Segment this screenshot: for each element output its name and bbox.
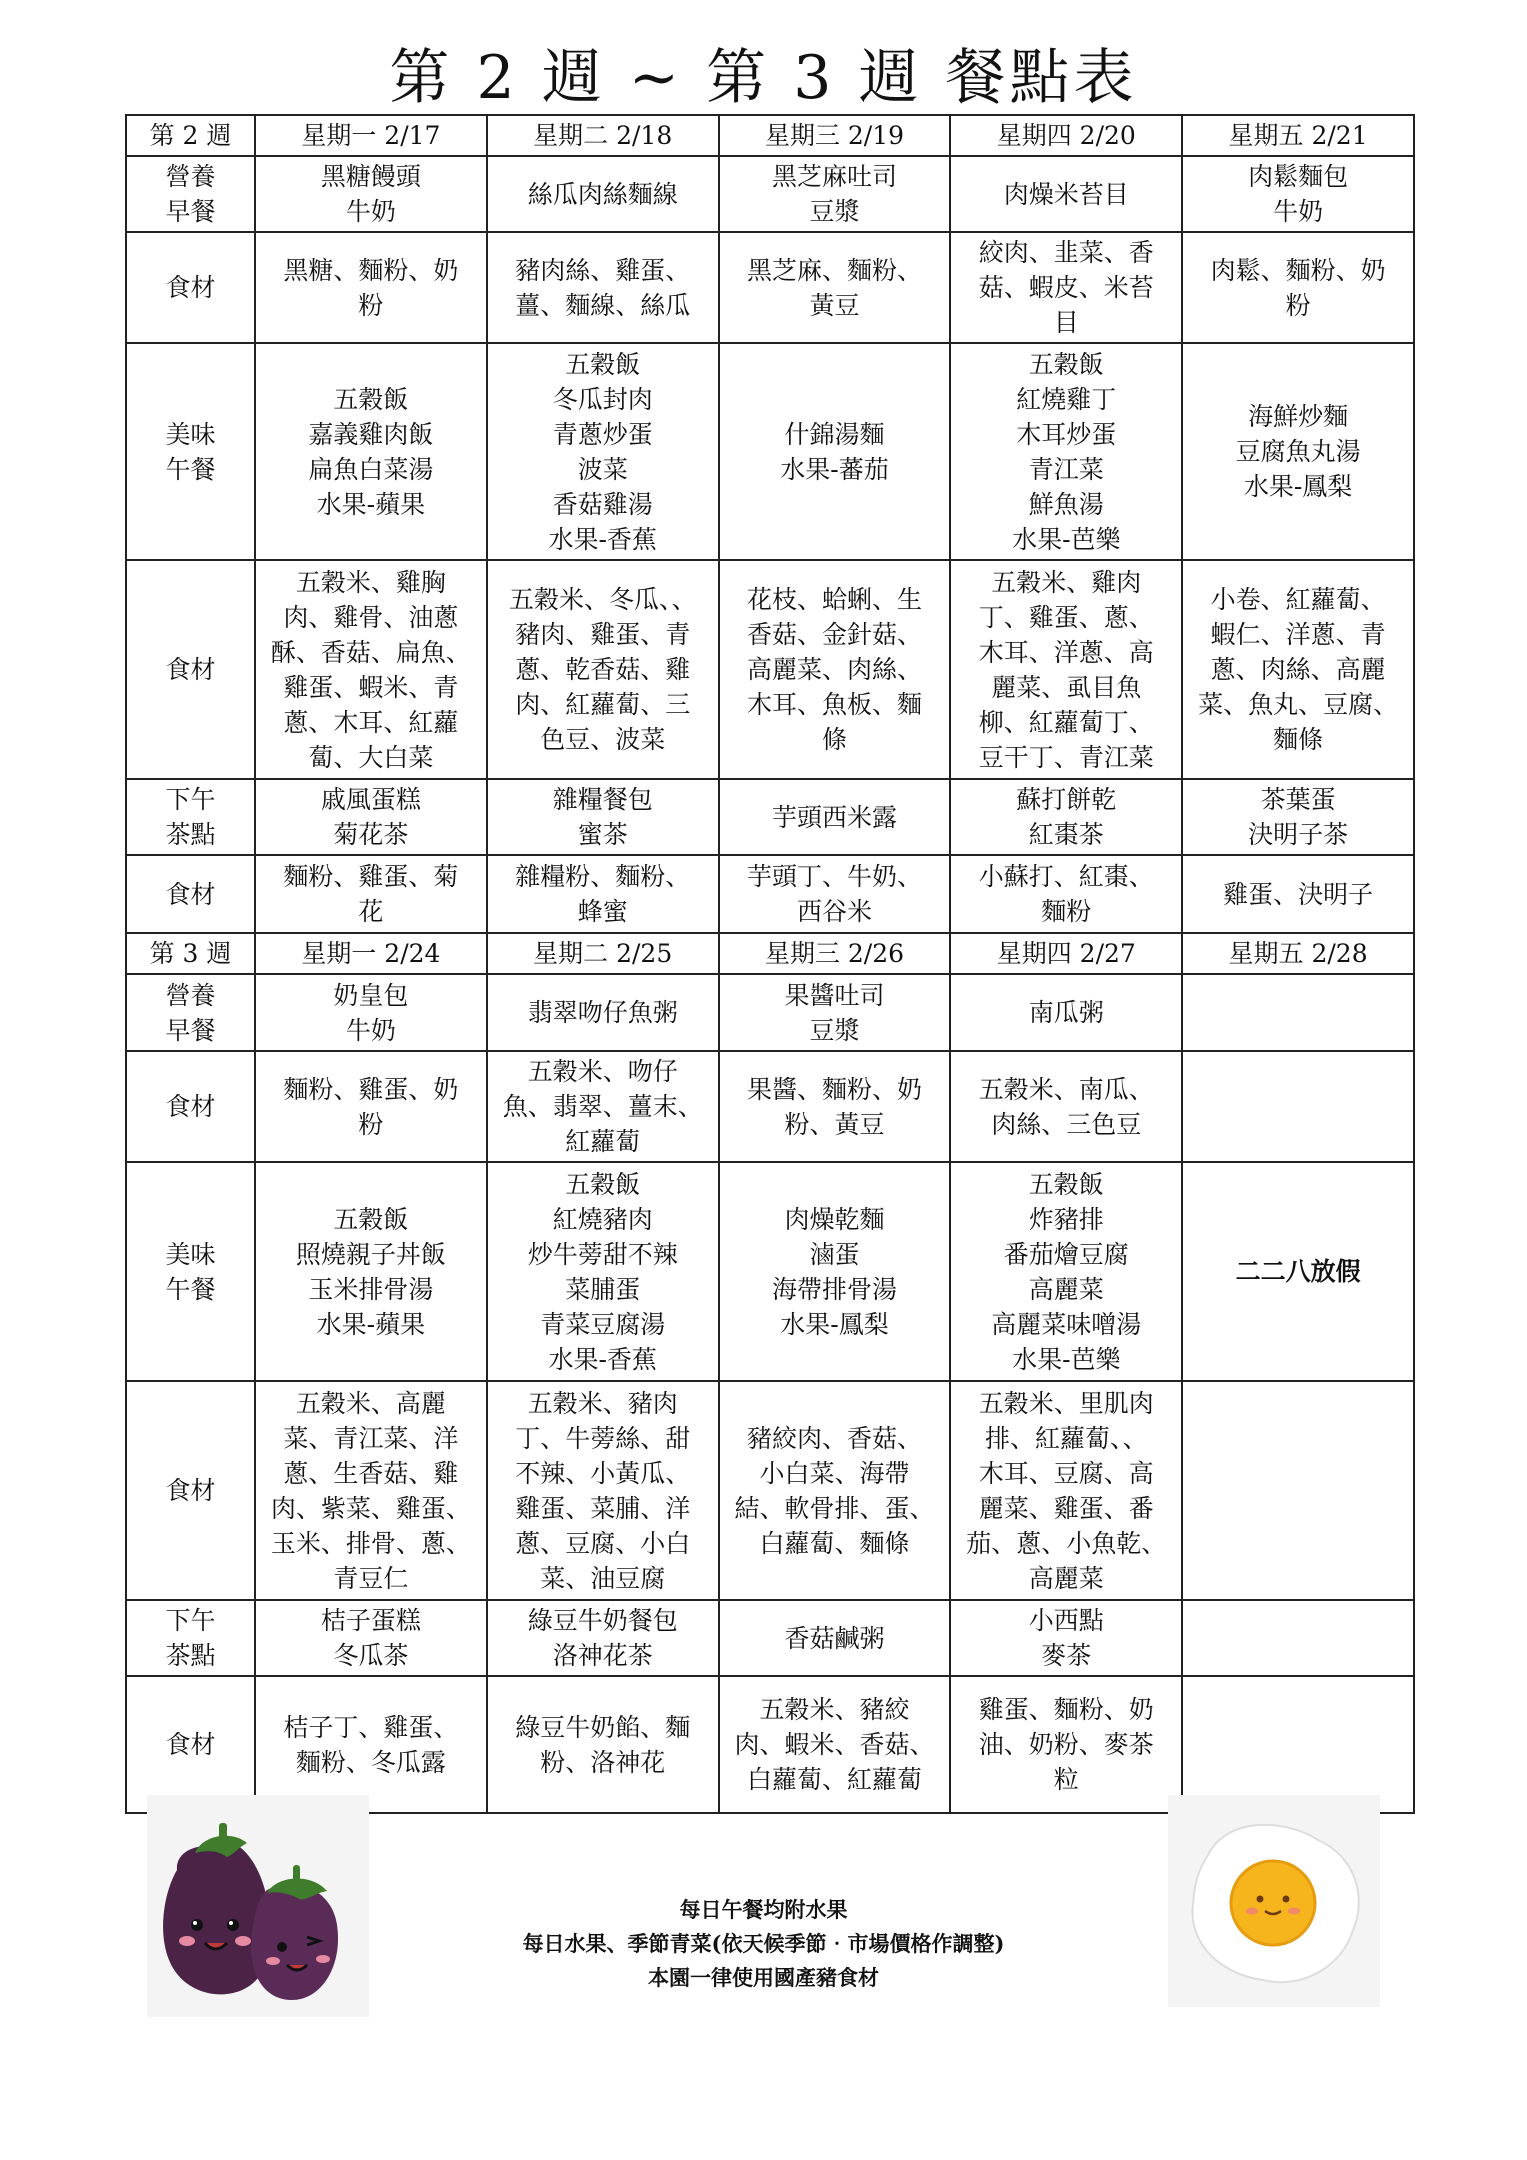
cell-line: 雞蛋、決明子 bbox=[1223, 879, 1374, 909]
meal-row bbox=[126, 1051, 1414, 1162]
row-label bbox=[126, 232, 255, 343]
cell-line: 肉鬆、麵粉、奶 bbox=[1210, 255, 1386, 285]
row-label bbox=[126, 855, 255, 933]
cell-line: 香菇、金針菇、 bbox=[746, 620, 922, 649]
cell-line: 冬瓜茶 bbox=[333, 1641, 409, 1670]
meal-cell bbox=[719, 232, 951, 343]
cell-line: 豬絞肉、香菇、 bbox=[746, 1423, 922, 1453]
cell-line: 肉、紫菜、雞蛋、 bbox=[270, 1493, 471, 1523]
meal-cell bbox=[719, 343, 951, 560]
cell-line: 牛奶 bbox=[345, 1015, 396, 1045]
cell-line: 芋頭西米露 bbox=[771, 802, 897, 832]
cell-line: 茶點 bbox=[165, 820, 216, 849]
cell-line: 五穀飯 bbox=[333, 384, 409, 414]
cell-line: 粉 bbox=[358, 290, 384, 320]
cell-line: 芋頭丁、牛奶、 bbox=[746, 862, 922, 891]
row-label bbox=[126, 1676, 255, 1813]
cell-line: 水果-蘋果 bbox=[316, 489, 426, 519]
cell-line: 豆腐魚丸湯 bbox=[1235, 437, 1361, 466]
cell-line: 花枝、蛤蜊、生 bbox=[746, 585, 922, 614]
cell-line: 粉 bbox=[1285, 290, 1311, 320]
cell-line: 營養 bbox=[165, 162, 216, 191]
row-label bbox=[126, 1600, 255, 1676]
cell-line: 粉、黃豆 bbox=[784, 1109, 885, 1139]
meal-row bbox=[126, 974, 1414, 1051]
meal-cell bbox=[950, 156, 1182, 232]
cell-line: 炒牛蒡甜不辣 bbox=[527, 1239, 678, 1269]
cell-line: 西谷米 bbox=[796, 897, 872, 926]
cell-line: 絞肉、韭菜、香 bbox=[978, 238, 1154, 267]
cell-line: 黃豆 bbox=[809, 290, 860, 320]
cell-line: 鮮魚湯 bbox=[1028, 489, 1104, 519]
cell-line: 豆干丁、青江菜 bbox=[978, 742, 1154, 772]
meal-cell bbox=[487, 974, 719, 1051]
week-label: 第 2 週 bbox=[126, 115, 255, 156]
cell-line: 早餐 bbox=[165, 197, 216, 226]
meal-cell bbox=[487, 156, 719, 232]
meal-cell bbox=[487, 1676, 719, 1813]
cell-line: 丁、牛蒡絲、甜 bbox=[515, 1423, 691, 1453]
cell-line: 麵粉、雞蛋、奶 bbox=[283, 1074, 459, 1104]
cell-line: 菜、青江菜、洋 bbox=[283, 1423, 459, 1453]
cell-line: 雞蛋、蝦米、青 bbox=[283, 672, 459, 702]
week-header-row bbox=[126, 933, 1414, 974]
cell-line: 食材 bbox=[165, 1476, 216, 1505]
cell-line: 五穀米、里肌肉 bbox=[978, 1388, 1154, 1418]
cell-line: 照燒親子丼飯 bbox=[295, 1239, 446, 1269]
cell-line: 五穀米、雞肉 bbox=[991, 567, 1142, 597]
cell-line: 牛奶 bbox=[1273, 197, 1324, 226]
cell-line: 水果-鳳梨 bbox=[1243, 472, 1353, 501]
cell-line: 嘉義雞肉飯 bbox=[308, 419, 434, 449]
cell-line: 高麗菜 bbox=[1028, 1274, 1104, 1304]
cell-line: 戚風蛋糕 bbox=[320, 785, 421, 814]
meal-cell bbox=[255, 1162, 487, 1381]
meal-cell bbox=[255, 1600, 487, 1676]
row-label bbox=[126, 974, 255, 1051]
cell-line: 黑芝麻吐司 bbox=[771, 162, 897, 191]
cell-line: 香菇鹹粥 bbox=[784, 1623, 885, 1653]
day-header: 星期一 2/17 bbox=[255, 115, 487, 156]
meal-row bbox=[126, 1600, 1414, 1676]
cell-line: 花 bbox=[358, 897, 384, 926]
cell-line: 色豆、波菜 bbox=[540, 725, 666, 754]
cell-line: 奶皇包 bbox=[333, 980, 409, 1010]
cell-line: 果醬、麵粉、奶 bbox=[746, 1074, 922, 1104]
cell-line: 丁、雞蛋、蔥、 bbox=[978, 602, 1154, 632]
cell-line: 麥茶 bbox=[1041, 1641, 1092, 1670]
cell-line: 黑糖、麵粉、奶 bbox=[283, 255, 459, 285]
cell-line: 水果-蕃茄 bbox=[780, 454, 889, 484]
cell-line: 黑芝麻、麵粉、 bbox=[746, 255, 922, 285]
cell-line: 麵粉 bbox=[1041, 897, 1092, 926]
cell-line: 肉、紅蘿蔔、三 bbox=[515, 690, 691, 719]
cell-line: 黑糖饅頭 bbox=[320, 162, 421, 191]
cell-line: 雞蛋、麵粉、奶 bbox=[978, 1695, 1154, 1724]
meal-cell bbox=[1182, 779, 1414, 855]
cell-line: 紅棗茶 bbox=[1028, 820, 1104, 849]
cell-line: 午餐 bbox=[165, 1274, 216, 1304]
cell-line: 青菜豆腐湯 bbox=[540, 1309, 666, 1339]
cell-line: 紅燒豬肉 bbox=[552, 1204, 653, 1234]
cell-line: 肉、雞骨、油蔥 bbox=[283, 602, 459, 632]
meal-cell bbox=[255, 855, 487, 933]
cell-line: 五穀米、雞胸 bbox=[295, 567, 446, 597]
cell-line: 五穀米、吻仔 bbox=[527, 1057, 678, 1086]
cell-line: 絲瓜肉絲麵線 bbox=[527, 179, 678, 209]
meal-cell bbox=[1182, 156, 1414, 232]
cell-line: 下午 bbox=[165, 1606, 216, 1635]
cell-line: 結、軟骨排、蛋、 bbox=[734, 1493, 935, 1523]
footer-note: 每日午餐均附水果 bbox=[679, 1897, 848, 1922]
cell-line: 肉絲、三色豆 bbox=[991, 1109, 1142, 1139]
cell-line: 蔥、木耳、紅蘿 bbox=[283, 707, 459, 737]
cell-line: 小蘇打、紅棗、 bbox=[978, 862, 1154, 891]
cell-line: 食材 bbox=[165, 879, 216, 909]
cell-line: 二二八放假 bbox=[1235, 1257, 1361, 1286]
cell-line: 蔔、大白菜 bbox=[308, 742, 434, 772]
meal-cell bbox=[719, 855, 951, 933]
cell-line: 美味 bbox=[165, 419, 216, 449]
meal-cell bbox=[255, 1381, 487, 1600]
cell-line: 麵粉、雞蛋、菊 bbox=[283, 862, 459, 891]
meal-cell bbox=[950, 855, 1182, 933]
cell-line: 五穀米、豬肉 bbox=[527, 1388, 678, 1418]
cell-line: 五穀米、豬絞 bbox=[759, 1695, 910, 1724]
meal-cell bbox=[255, 560, 487, 779]
cell-line: 粉、洛神花 bbox=[540, 1747, 666, 1777]
cell-line: 玉米排骨湯 bbox=[308, 1274, 434, 1304]
cell-line: 滷蛋 bbox=[809, 1239, 860, 1269]
footer-note: 本園一律使用國產豬食材 bbox=[648, 1965, 879, 1990]
cell-line: 蝦仁、洋蔥、青 bbox=[1210, 620, 1386, 649]
cell-line: 粒 bbox=[1053, 1765, 1079, 1794]
meal-cell bbox=[950, 343, 1182, 560]
meal-cell bbox=[255, 343, 487, 560]
cell-line: 麵粉、冬瓜露 bbox=[295, 1747, 446, 1777]
meal-cell bbox=[1182, 974, 1414, 1051]
cell-line: 翡翠吻仔魚粥 bbox=[527, 998, 678, 1027]
cell-line: 麵條 bbox=[1273, 725, 1324, 754]
cell-line: 柳、紅蘿蔔丁、 bbox=[978, 707, 1154, 737]
cell-line: 水果-鳳梨 bbox=[780, 1309, 889, 1339]
cell-line: 水果-芭樂 bbox=[1012, 524, 1121, 554]
meal-cell bbox=[950, 779, 1182, 855]
cell-line: 豬肉絲、雞蛋、 bbox=[515, 255, 691, 285]
day-header: 星期一 2/24 bbox=[255, 933, 487, 974]
meal-cell bbox=[255, 974, 487, 1051]
cell-line: 肉燥乾麵 bbox=[784, 1204, 885, 1234]
meal-cell bbox=[487, 779, 719, 855]
meal-cell bbox=[1182, 1162, 1414, 1381]
cell-line: 香菇雞湯 bbox=[552, 489, 653, 519]
meal-cell bbox=[487, 1162, 719, 1381]
cell-line: 小卷、紅蘿蔔、 bbox=[1210, 585, 1386, 614]
meal-cell bbox=[255, 1051, 487, 1162]
cell-line: 肉鬆麵包 bbox=[1248, 162, 1349, 191]
meal-cell bbox=[719, 1600, 951, 1676]
cell-line: 蔥、豆腐、小白 bbox=[515, 1528, 691, 1558]
meal-cell bbox=[950, 1600, 1182, 1676]
cell-line: 蔥、乾香菇、雞 bbox=[515, 655, 691, 684]
meal-row bbox=[126, 156, 1414, 232]
cell-line: 食材 bbox=[165, 273, 216, 302]
cell-line: 番茄燴豆腐 bbox=[1003, 1239, 1129, 1269]
cell-line: 水果-芭樂 bbox=[1012, 1344, 1121, 1374]
cell-line: 小白菜、海帶 bbox=[759, 1458, 910, 1488]
cell-line: 五穀米、高麗 bbox=[295, 1388, 446, 1418]
cell-line: 玉米、排骨、蔥、 bbox=[270, 1528, 471, 1558]
cell-line: 蔥、肉絲、高麗 bbox=[1210, 655, 1386, 684]
cell-line: 食材 bbox=[165, 1730, 216, 1759]
cell-line: 青蔥炒蛋 bbox=[552, 419, 653, 449]
cell-line: 木耳、洋蔥、高 bbox=[978, 637, 1154, 667]
meal-cell bbox=[487, 1051, 719, 1162]
cell-line: 白蘿蔔、紅蘿蔔 bbox=[746, 1765, 922, 1794]
meal-cell bbox=[950, 974, 1182, 1051]
day-header: 星期五 2/28 bbox=[1182, 933, 1414, 974]
meal-schedule-table bbox=[125, 114, 1415, 1814]
cell-line: 菇、蝦皮、米苔 bbox=[978, 273, 1154, 302]
cell-line: 木耳、魚板、麵 bbox=[746, 690, 922, 719]
day-header: 星期四 2/27 bbox=[950, 933, 1182, 974]
cell-line: 菜、油豆腐 bbox=[540, 1563, 666, 1593]
meal-cell bbox=[950, 1676, 1182, 1813]
cell-line: 麗菜、虱目魚 bbox=[991, 672, 1142, 702]
meal-cell bbox=[1182, 1381, 1414, 1600]
meal-row bbox=[126, 1676, 1414, 1813]
meal-row bbox=[126, 560, 1414, 779]
cell-line: 茶葉蛋 bbox=[1260, 785, 1336, 814]
cell-line: 綠豆牛奶餐包 bbox=[527, 1606, 678, 1635]
cell-line: 木耳炒蛋 bbox=[1016, 419, 1117, 449]
cell-line: 排、紅蘿蔔、、 bbox=[985, 1423, 1148, 1453]
cell-line: 雞蛋、菜脯、洋 bbox=[515, 1493, 691, 1523]
meal-row bbox=[126, 1381, 1414, 1600]
cell-line: 五穀飯 bbox=[565, 349, 641, 379]
week-header-row bbox=[126, 115, 1414, 156]
cell-line: 五穀飯 bbox=[1028, 1169, 1104, 1199]
cell-line: 魚、翡翠、薑末、 bbox=[502, 1092, 703, 1121]
cell-line: 條 bbox=[821, 725, 847, 754]
meal-cell bbox=[719, 974, 951, 1051]
cell-line: 雜糧粉、麵粉、 bbox=[515, 862, 691, 891]
day-header: 星期二 2/25 bbox=[487, 933, 719, 974]
meal-cell bbox=[719, 156, 951, 232]
meal-cell bbox=[950, 560, 1182, 779]
meal-cell bbox=[487, 855, 719, 933]
page-title: 第 2 週 ~ 第 3 週 餐點表 bbox=[389, 43, 1138, 113]
cell-line: 蘇打餅乾 bbox=[1016, 785, 1117, 814]
cell-line: 青豆仁 bbox=[333, 1563, 409, 1593]
meal-cell bbox=[1182, 343, 1414, 560]
meal-cell bbox=[487, 1381, 719, 1600]
cell-line: 牛奶 bbox=[345, 197, 396, 226]
meal-cell bbox=[255, 232, 487, 343]
meal-cell bbox=[719, 560, 951, 779]
cell-line: 炸豬排 bbox=[1028, 1204, 1104, 1234]
cell-line: 酥、香菇、扁魚、 bbox=[270, 637, 471, 667]
cell-line: 美味 bbox=[165, 1239, 216, 1269]
cell-line: 菜、魚丸、豆腐、 bbox=[1198, 690, 1399, 719]
cell-line: 紅燒雞丁 bbox=[1016, 384, 1117, 414]
cell-line: 扁魚白菜湯 bbox=[308, 454, 434, 484]
meal-cell bbox=[719, 779, 951, 855]
cell-line: 桔子丁、雞蛋、 bbox=[283, 1712, 459, 1742]
meal-row bbox=[126, 1162, 1414, 1381]
footer-notes bbox=[0, 1893, 1527, 1995]
meal-cell bbox=[950, 1381, 1182, 1600]
meal-cell bbox=[487, 560, 719, 779]
cell-line: 豆漿 bbox=[809, 1015, 860, 1045]
meal-cell bbox=[1182, 855, 1414, 933]
cell-line: 什錦湯麵 bbox=[784, 419, 885, 449]
meal-row bbox=[126, 855, 1414, 933]
footer-note: 每日水果、季節青菜(依天候季節‧市場價格作調整) bbox=[522, 1931, 1005, 1956]
cell-line: 水果-香蕉 bbox=[548, 1344, 657, 1374]
meal-cell bbox=[719, 1051, 951, 1162]
cell-line: 營養 bbox=[165, 980, 216, 1010]
meal-cell bbox=[950, 1051, 1182, 1162]
cell-line: 綠豆牛奶餡、麵 bbox=[515, 1712, 691, 1742]
cell-line: 油、奶粉、麥茶 bbox=[978, 1730, 1154, 1759]
cell-line: 早餐 bbox=[165, 1015, 216, 1045]
meal-cell bbox=[719, 1162, 951, 1381]
cell-line: 豬肉、雞蛋、青 bbox=[515, 620, 691, 649]
cell-line: 海鮮炒麵 bbox=[1248, 402, 1349, 431]
meal-cell bbox=[950, 1162, 1182, 1381]
cell-line: 冬瓜封肉 bbox=[552, 384, 653, 414]
cell-line: 茄、蔥、小魚乾、 bbox=[966, 1528, 1167, 1558]
cell-line: 桔子蛋糕 bbox=[320, 1606, 421, 1635]
row-label bbox=[126, 156, 255, 232]
cell-line: 薑、麵線、絲瓜 bbox=[515, 290, 691, 320]
row-label bbox=[126, 1381, 255, 1600]
meal-cell bbox=[1182, 232, 1414, 343]
meal-cell bbox=[487, 232, 719, 343]
cell-line: 波菜 bbox=[577, 454, 628, 484]
cell-line: 五穀米、南瓜、 bbox=[978, 1074, 1154, 1104]
meal-row bbox=[126, 343, 1414, 560]
cell-line: 肉燥米苔目 bbox=[1003, 179, 1129, 209]
cell-line: 水果-香蕉 bbox=[548, 524, 657, 554]
cell-line: 高麗菜 bbox=[1028, 1563, 1104, 1593]
day-header: 星期三 2/26 bbox=[719, 933, 951, 974]
meal-cell bbox=[1182, 1676, 1414, 1813]
cell-line: 蜜茶 bbox=[577, 820, 628, 849]
meal-cell bbox=[950, 232, 1182, 343]
week-label: 第 3 週 bbox=[126, 933, 255, 974]
cell-line: 豆漿 bbox=[809, 197, 860, 226]
cell-line: 五穀飯 bbox=[1028, 349, 1104, 379]
cell-line: 不辣、小黃瓜、 bbox=[515, 1458, 691, 1488]
cell-line: 高麗菜、肉絲、 bbox=[746, 655, 922, 684]
cell-line: 決明子茶 bbox=[1248, 820, 1349, 849]
meal-cell bbox=[1182, 1051, 1414, 1162]
cell-line: 下午 bbox=[165, 785, 216, 814]
row-label bbox=[126, 560, 255, 779]
cell-line: 菊花茶 bbox=[333, 820, 409, 849]
cell-line: 五穀米、冬瓜、、 bbox=[508, 585, 697, 614]
day-header: 星期三 2/19 bbox=[719, 115, 951, 156]
cell-line: 肉、蝦米、香菇、 bbox=[734, 1730, 935, 1759]
cell-line: 蜂蜜 bbox=[577, 897, 628, 926]
cell-line: 紅蘿蔔 bbox=[565, 1127, 641, 1156]
cell-line: 果醬吐司 bbox=[784, 980, 885, 1010]
cell-line: 洛神花茶 bbox=[552, 1641, 653, 1670]
meal-cell bbox=[487, 343, 719, 560]
row-label bbox=[126, 1051, 255, 1162]
meal-row bbox=[126, 779, 1414, 855]
cell-line: 白蘿蔔、麵條 bbox=[759, 1528, 910, 1558]
cell-line: 蔥、生香菇、雞 bbox=[283, 1458, 459, 1488]
meal-row bbox=[126, 232, 1414, 343]
cell-line: 五穀飯 bbox=[565, 1169, 641, 1199]
meal-cell bbox=[255, 1676, 487, 1813]
cell-line: 高麗菜味噌湯 bbox=[991, 1309, 1142, 1339]
meal-cell bbox=[487, 1600, 719, 1676]
meal-cell bbox=[255, 156, 487, 232]
meal-cell bbox=[1182, 1600, 1414, 1676]
meal-cell bbox=[255, 779, 487, 855]
row-label bbox=[126, 1162, 255, 1381]
cell-line: 雜糧餐包 bbox=[552, 785, 653, 814]
day-header: 星期五 2/21 bbox=[1182, 115, 1414, 156]
cell-line: 菜脯蛋 bbox=[565, 1274, 641, 1304]
row-label bbox=[126, 779, 255, 855]
cell-line: 午餐 bbox=[165, 454, 216, 484]
cell-line: 小西點 bbox=[1028, 1606, 1104, 1635]
day-header: 星期二 2/18 bbox=[487, 115, 719, 156]
row-label bbox=[126, 343, 255, 560]
cell-line: 南瓜粥 bbox=[1028, 998, 1104, 1027]
cell-line: 食材 bbox=[165, 1092, 216, 1121]
cell-line: 五穀飯 bbox=[333, 1204, 409, 1234]
cell-line: 食材 bbox=[165, 655, 216, 684]
day-header: 星期四 2/20 bbox=[950, 115, 1182, 156]
cell-line: 木耳、豆腐、高 bbox=[978, 1458, 1154, 1488]
meal-cell bbox=[719, 1381, 951, 1600]
meal-cell bbox=[719, 1676, 951, 1813]
cell-line: 海帶排骨湯 bbox=[771, 1274, 897, 1304]
cell-line: 青江菜 bbox=[1028, 454, 1104, 484]
cell-line: 麗菜、雞蛋、番 bbox=[978, 1493, 1154, 1523]
cell-line: 茶點 bbox=[165, 1641, 216, 1670]
meal-cell bbox=[1182, 560, 1414, 779]
cell-line: 水果-蘋果 bbox=[316, 1309, 426, 1339]
cell-line: 目 bbox=[1053, 308, 1079, 337]
cell-line: 粉 bbox=[358, 1109, 384, 1139]
